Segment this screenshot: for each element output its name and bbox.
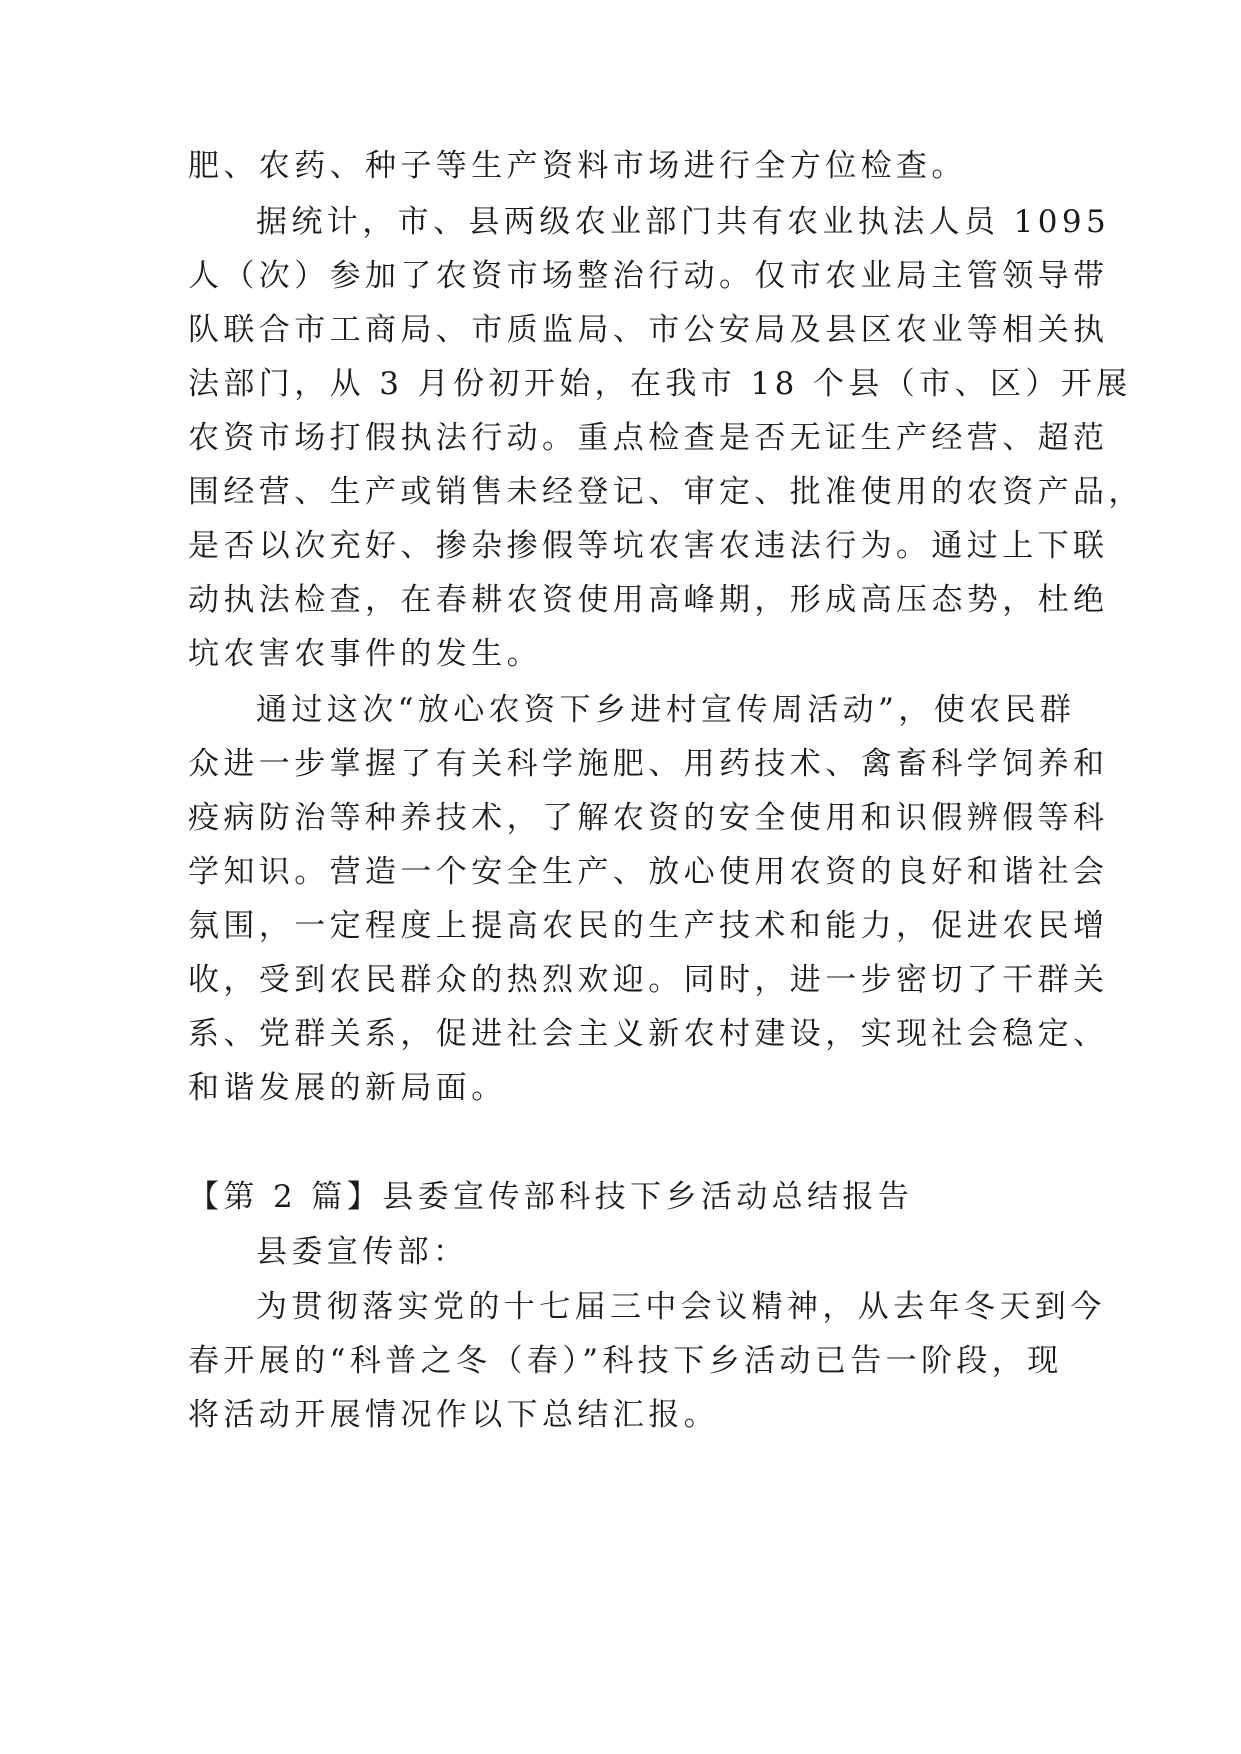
body-text-line: 和谐发展的新局面。 bbox=[188, 1070, 507, 1106]
section-heading: 【第 2 篇】县委宣传部科技下乡活动总结报告 bbox=[188, 1179, 914, 1215]
salutation: 县委宣传部： bbox=[256, 1234, 469, 1270]
body-text-line: 系、党群关系，促进社会主义新农村建设，实现社会稳定、 bbox=[188, 1016, 1109, 1052]
body-text-line: 众进一步掌握了有关科学施肥、用药技术、禽畜科学饲养和 bbox=[188, 746, 1109, 782]
body-text-line: 队联合市工商局、市质监局、市公安局及县区农业等相关执 bbox=[188, 312, 1109, 348]
body-text-line: 将活动开展情况作以下总结汇报。 bbox=[188, 1397, 719, 1433]
paragraph-first-line: 通过这次“放心农资下乡进村宣传周活动”，使农民群 bbox=[256, 692, 1076, 728]
body-text-line: 农资市场打假执法行动。重点检查是否无证生产经营、超范 bbox=[188, 420, 1109, 456]
paragraph-first-line: 据统计，市、县两级农业部门共有农业执法人员 1095 bbox=[256, 204, 1111, 240]
body-text-line: 法部门，从 3 月份初开始，在我市 18 个县（市、区）开展 bbox=[188, 366, 1132, 402]
body-text-line: 围经营、生产或销售未经登记、审定、批准使用的农资产品， bbox=[188, 474, 1144, 510]
body-text-line: 坑农害农事件的发生。 bbox=[188, 636, 542, 672]
paragraph-first-line: 为贯彻落实党的十七届三中会议精神，从去年冬天到今 bbox=[256, 1289, 1106, 1325]
body-text-line: 是否以次充好、掺杂掺假等坑农害农违法行为。通过上下联 bbox=[188, 528, 1109, 564]
body-text-line: 春开展的“科普之冬（春）”科技下乡活动已告一阶段，现 bbox=[188, 1343, 1063, 1379]
body-text-line: 疫病防治等种养技术，了解农资的安全使用和识假辨假等科 bbox=[188, 800, 1109, 836]
body-text-line: 动执法检查，在春耕农资使用高峰期，形成高压态势，杜绝 bbox=[188, 582, 1109, 618]
body-text-line: 肥、农药、种子等生产资料市场进行全方位检查。 bbox=[188, 148, 967, 184]
body-text-line: 收，受到农民群众的热烈欢迎。同时，进一步密切了干群关 bbox=[188, 962, 1109, 998]
body-text-line: 人（次）参加了农资市场整治行动。仅市农业局主管领导带 bbox=[188, 258, 1109, 294]
body-text-line: 学知识。营造一个安全生产、放心使用农资的良好和谐社会 bbox=[188, 854, 1109, 890]
body-text-line: 氛围，一定程度上提高农民的生产技术和能力，促进农民增 bbox=[188, 908, 1109, 944]
